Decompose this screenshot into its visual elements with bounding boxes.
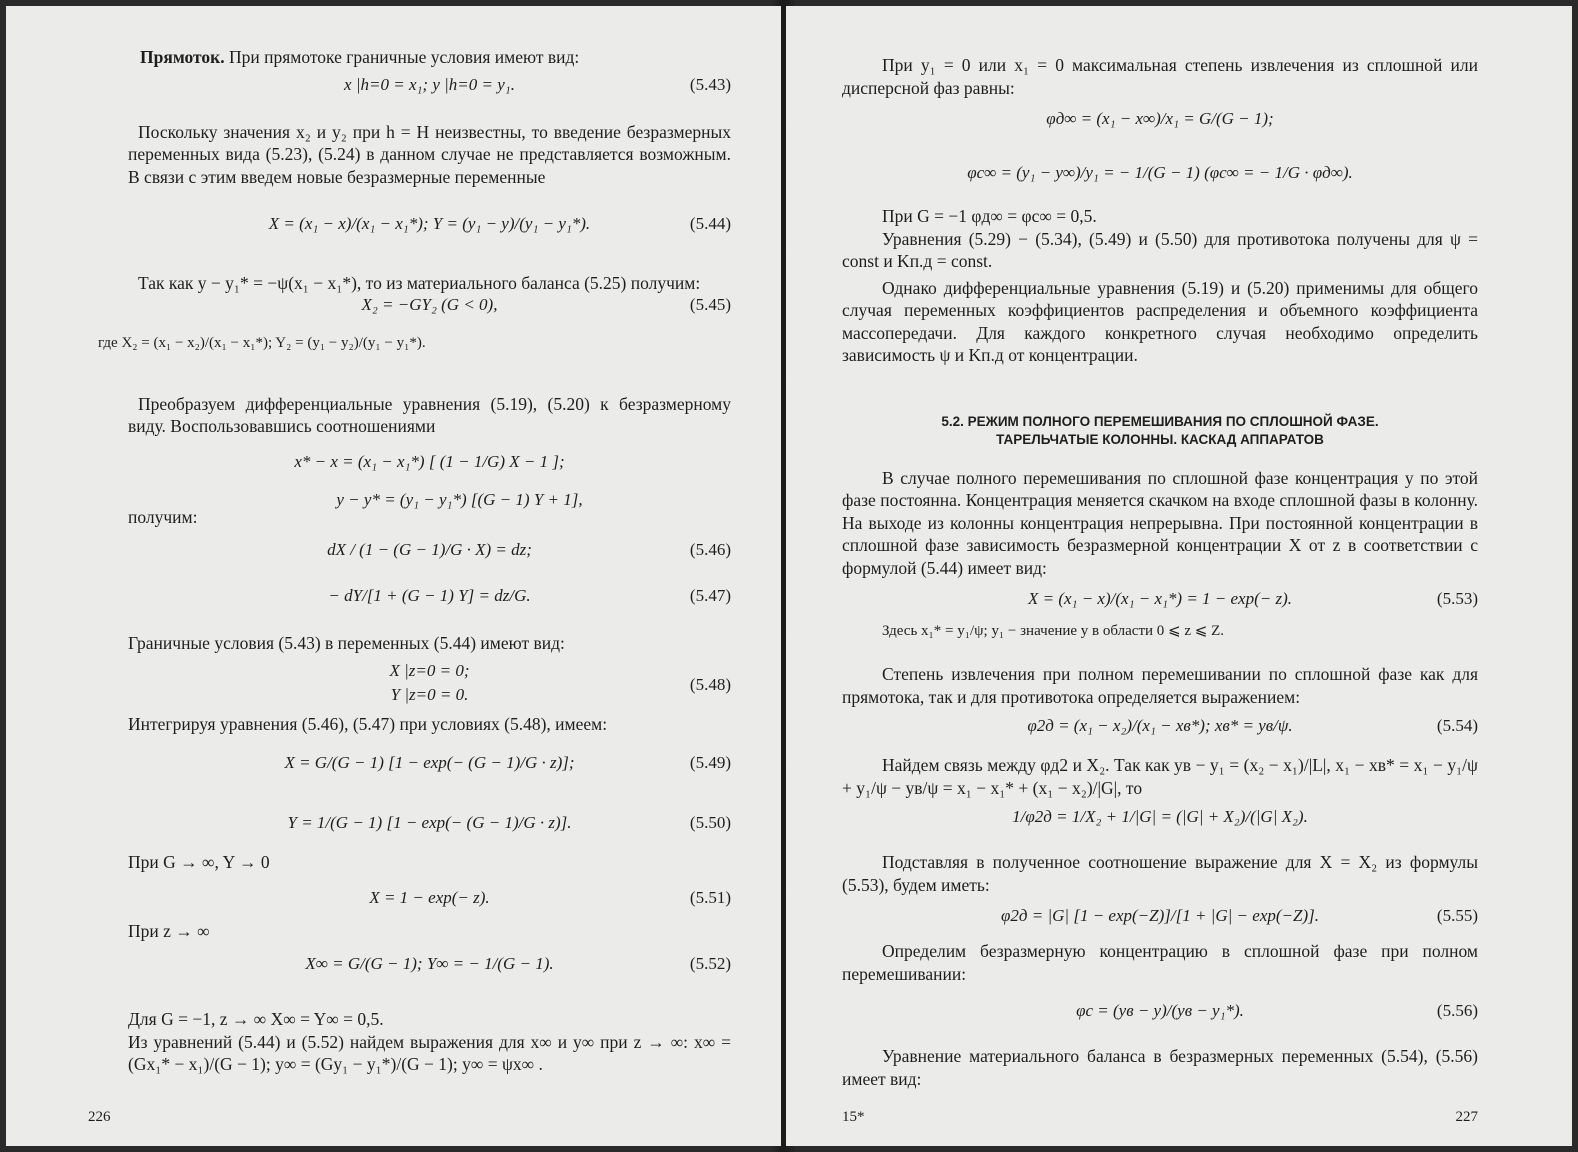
equation-5-50: Y = 1/(G − 1) [1 − exp(− (G − 1)/G · z)]. (5.50) — [287, 813, 731, 832]
equation-5-55: φ2д = |G| [1 − exp(−Z)]/[1 + |G| − exp(−Z)]. (5.55) — [1000, 906, 1478, 925]
paragraph: Здесь x₁* = y₁/ψ; y₁ − значение y в области 0 ⩽ z ⩽ Z. — [882, 623, 1224, 639]
paragraph: В случае полного перемешивания по сплошной фазе концентрация y по этой фазе постоянна. Концентрация меняется скачком на входе сплошной фазы в колонну. На выходе из колонны концентрация непрерывна. При постоянной концентрации в сплошной фазе зависимость безразмерной концентрации X от z в соответствии с формулой (5.44) имеет вид: — [842, 467, 1478, 578]
paragraph: Уравнение материального баланса в безразмерных переменных (5.54), (5.56) имеет вид: — [842, 1046, 1478, 1089]
equation-5-56: φс = (yв − y)/(yв − y₁*). (5.56) — [1076, 1001, 1478, 1020]
paragraph: получим: — [128, 506, 198, 527]
paragraph: Определим безразмерную концентрацию в сплошной фазе при полном перемешивании: — [842, 941, 1478, 984]
paragraph: Преобразуем дифференциальные уравнения (5.19), (5.20) к безразмерному виду. Воспользовавшись соотношениями — [128, 393, 731, 436]
paragraph: Уравнения (5.29) − (5.34), (5.49) и (5.50) для противотока получены для ψ = const и Kп.д = const. — [842, 228, 1478, 271]
paragraph: Поскольку значения x₂ и y₂ при h = H неизвестны, то введение безразмерных переменных вида (5.23), (5.24) в данном случае не представляется возможным. В связи с этим введем новые безразмерные переменные — [128, 121, 731, 187]
equation-fraction: 1/φ2д = 1/X₂ + 1/|G| = (|G| + X₂)/(|G| X₂). — [1012, 807, 1308, 826]
equation-5-43: x |h=0 = x₁; y |h=0 = y₁. (5.43) — [344, 74, 731, 94]
relation-2: y − y* = (y₁ − y₁*) [(G − 1) Y + 1], — [336, 489, 583, 509]
equation-phi-c: φс∞ = (y₁ − y∞)/y₁ = − 1/(G − 1) (φс∞ = − 1/G · φд∞). — [967, 163, 1353, 182]
paragraph: Однако дифференциальные уравнения (5.19) и (5.20) применимы для общего случая переменных коэффициентов распределения и объемного коэффициента массопередачи. Для каждого конкретного случая необходимо определить зависимость ψ и Kп.д от концентрации. — [842, 277, 1478, 365]
page-number: 227 — [1455, 1109, 1478, 1125]
equation-5-47: − dY/[1 + (G − 1) Y] = dz/G. (5.47) — [328, 586, 731, 605]
equation-5-53: X = (x₁ − x)/(x₁ − x₁*) = 1 − exp(− z). (5.53) — [1027, 589, 1478, 608]
equation-5-48: X |z=0 = 0; Y |z=0 = 0. (5.48) — [389, 660, 731, 704]
paragraph: Прямоток. При прямотоке граничные условия имеют вид: — [140, 47, 580, 67]
equation-5-51: X = 1 − exp(− z). (5.51) — [369, 887, 731, 907]
paragraph: При G → ∞, Y → 0 — [128, 852, 270, 872]
paragraph: Интегрируя уравнения (5.46), (5.47) при условиях (5.48), имеем: — [128, 713, 608, 734]
paragraph: Подставляя в полученное соотношение выражение для X = X₂ из формулы (5.53), будем иметь: — [842, 852, 1478, 895]
section-heading: 5.2. РЕЖИМ ПОЛНОГО ПЕРЕМЕШИВАНИЯ ПО СПЛОШНОЙ ФАЗЕ. ТАРЕЛЬЧАТЫЕ КОЛОННЫ. КАСКАД АППАРАТОВ — [941, 413, 1379, 447]
paragraph: Найдем связь между φд2 и X₂. Так как yв − y₁ = (x₂ − x₁)/|L|, x₁ − xв* = x₁ − y₁/ψ + y₁/ψ − yв/ψ = x₁ − x₁* + (x₁ − x₂)/|G|, то — [842, 755, 1478, 798]
equation-5-46: dX / (1 − (G − 1)/G · X) = dz; (5.46) — [327, 540, 731, 559]
paragraph: где X₂ = (x₁ − x₂)/(x₁ − x₁*); Y₂ = (y₁ − y₂)/(y₁ − y₁*). — [98, 334, 426, 351]
equation-5-52: X∞ = G/(G − 1); Y∞ = − 1/(G − 1). (5.52) — [305, 954, 731, 973]
signature-mark: 15* — [842, 1109, 865, 1125]
paragraph: Граничные условия (5.43) в переменных (5.44) имеют вид: — [128, 633, 565, 653]
equation-5-49: X = G/(G − 1) [1 − exp(− (G − 1)/G · z)]; (5.49) — [284, 753, 731, 772]
right-page — [786, 6, 1572, 1146]
paragraph: Так как y − y₁* = −ψ(x₁ − x₁*), то из материального баланса (5.25) получим: — [138, 273, 701, 293]
left-page — [6, 6, 781, 1146]
equation-5-54: φ2д = (x₁ − x₂)/(x₁ − xв*); xв* = yв/ψ. (5.54) — [1027, 716, 1478, 735]
paragraph: Степень извлечения при полном перемешивании по сплошной фазе как для прямотока, так и для противотока определяется выражением: — [842, 664, 1478, 707]
relation-1: x* − x = (x₁ − x₁*) [ (1 − 1/G) X − 1 ]; — [294, 451, 565, 471]
paragraph: Для G = −1, z → ∞ X∞ = Y∞ = 0,5. — [128, 1009, 384, 1029]
equation-5-44: X = (x₁ − x)/(x₁ − x₁*); Y = (y₁ − y)/(y₁ − y₁*). (5.44) — [268, 214, 731, 233]
paragraph: Из уравнений (5.44) и (5.52) найдем выражения для x∞ и y∞ при z → ∞: x∞ = (Gx₁* − x₁)/(G − 1); y∞ = (Gy₁ − y₁*)/(G − 1); y∞ = ψx∞ . — [128, 1031, 731, 1074]
equation-5-45: X₂ = −GY₂ (G < 0), (5.45) — [361, 294, 731, 314]
paragraph: При G = −1 φд∞ = φс∞ = 0,5. — [882, 206, 1097, 226]
page-number: 226 — [88, 1109, 111, 1125]
paragraph: При y₁ = 0 или x₁ = 0 максимальная степень извлечения из сплошной или дисперсной фаз равны: — [842, 55, 1478, 98]
equation-phi-d: φд∞ = (x₁ − x∞)/x₁ = G/(G − 1); — [1046, 109, 1274, 128]
paragraph: При z → ∞ — [128, 920, 210, 941]
